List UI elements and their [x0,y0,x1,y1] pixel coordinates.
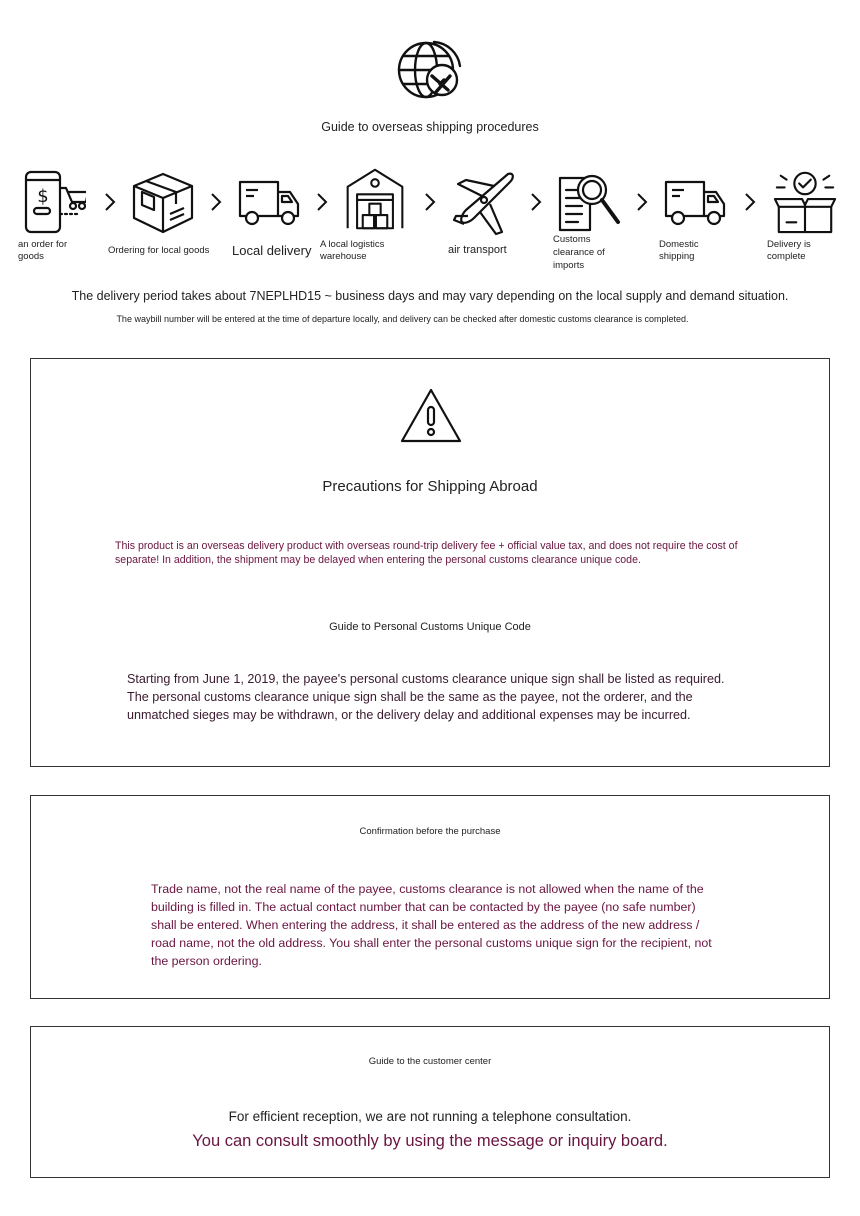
svg-text:$: $ [37,186,49,207]
waybill-note: The waybill number will be entered at the time of departure locally, and delivery can be checked after domestic customs clearance is completed. [116,314,689,324]
chevron-right-icon [742,188,758,216]
confirmation-panel [30,795,830,999]
delivery-period-note: The delivery period takes about 7NEPLHD15 ~ business days and may vary depending on the local supply and demand situation. [71,289,789,303]
package-box-icon [130,170,196,236]
globe-plane-icon [396,36,464,102]
warehouse-icon [342,166,408,232]
mobile-payment-icon [20,168,86,234]
customer-center-note: For efficient reception, we are not running a telephone consultation. [228,1109,632,1124]
customer-center-title: Guide to the customer center [368,1056,492,1067]
customer-center-panel [30,1026,830,1178]
customer-center-highlight: You can consult smoothly by using the message or inquiry board. [192,1132,668,1150]
confirmation-title: Confirmation before the purchase [359,826,501,837]
step-label: Customs clearance of imports [553,234,605,271]
step-label: Local delivery [232,243,312,258]
precautions-body: This product is an overseas delivery product with overseas round-trip delivery fee + official value tax, and does not require the cost of separate! In addition, the shipment may be delayed when entering the personal customs clearance unique code. [115,540,738,566]
step-label: air transport [448,244,507,256]
chevron-right-icon [528,188,544,216]
step-label: Domestic shipping [659,239,699,262]
warning-triangle-icon [399,387,463,445]
step-label: Ordering for local goods [108,245,210,256]
precautions-panel [30,358,830,767]
airplane-icon [450,170,516,236]
customs-code-title: Guide to Personal Customs Unique Code [329,621,531,633]
chevron-right-icon [102,188,118,216]
document-search-icon [556,170,622,236]
open-box-check-icon [772,168,838,234]
chevron-right-icon [634,188,650,216]
step-label: Delivery is complete [767,239,811,262]
chevron-right-icon [314,188,330,216]
delivery-truck-icon [236,170,302,236]
chevron-right-icon [208,188,224,216]
customs-code-body: Starting from June 1, 2019, the payee's personal customs clearance unique sign shall be listed as required. The personal customs clearance unique sign shall be the same as the payee, not the orderer, and the unmatched sieges may be withdrawn, or the delivery delay and additional expenses may be incurred. [127,672,725,722]
confirmation-body: Trade name, not the real name of the payee, customs clearance is not allowed when the name of the building is filled in. The actual contact number that can be contacted by the payee (no safe number) shall be entered. When entering the address, it shall be entered as the address of the new address / road name, not the old address. You shall enter the personal customs unique sign for the recipient, not the person ordering. [151,882,712,968]
step-label: A local logistics warehouse [320,239,385,262]
delivery-truck-icon [662,170,728,236]
guide-title: Guide to overseas shipping procedures [321,120,539,134]
step-label: an order for goods [18,239,68,262]
chevron-right-icon [422,188,438,216]
precautions-title: Precautions for Shipping Abroad [322,478,538,495]
